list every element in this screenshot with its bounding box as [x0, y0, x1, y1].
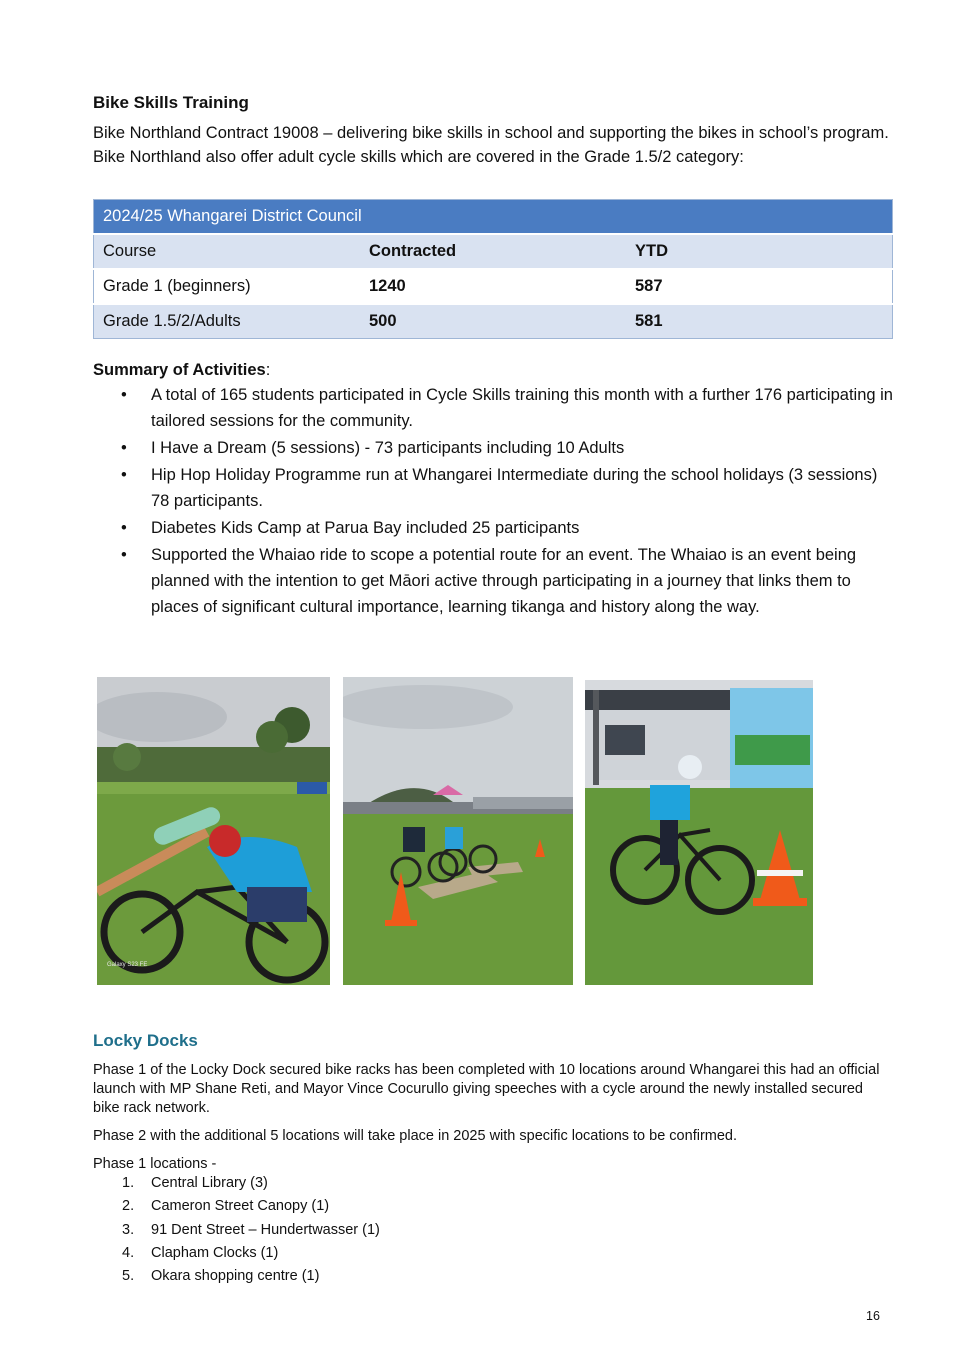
photo-riders-on-ramps	[343, 677, 573, 985]
summary-of-activities	[93, 361, 893, 621]
table-cell-ytd: 587	[626, 269, 893, 304]
table-row	[94, 304, 893, 339]
list-item: • Supported the Whaiao ride to scope a potential route for an event. The Whaiao is an event being planned with the intention to get Māori active through participating in a journey that links them to places of significant cultural importance, learning tikanga and history along the way.	[93, 542, 893, 620]
bullet-icon: •	[121, 519, 127, 537]
list-item: 4. Clapham Clocks (1)	[122, 1244, 279, 1261]
list-item: 1. Central Library (3)	[122, 1175, 268, 1191]
locky-para-phase1: Phase 1 of the Locky Dock secured bike racks has been completed with 10 locations around Whangarei this had an official launch with MP Shane Reti, and Mayor Vince Cocurullo giving speeches with a cycle around the newly installed secured bike rack network.	[93, 1062, 880, 1116]
section-heading-locky-docks: Locky Docks	[93, 1031, 198, 1050]
table-header-row	[94, 234, 893, 269]
list-item: • Diabetes Kids Camp at Parua Bay included 25 participants	[93, 515, 893, 541]
list-item: • I Have a Dream (5 sessions) - 73 participants including 10 Adults	[93, 435, 893, 461]
table-cell-ytd: 581	[626, 304, 893, 339]
list-item: 5. Okara shopping centre (1)	[122, 1268, 320, 1285]
bullet-icon: •	[121, 439, 127, 457]
page-number: 16	[866, 1309, 880, 1323]
photo-child-with-cone	[585, 680, 813, 985]
activities-list	[93, 382, 893, 620]
table-cell-contracted: 500	[360, 304, 626, 339]
list-item: 3. 91 Dent Street – Hundertwasser (1)	[122, 1221, 380, 1238]
table-cell-contracted: 1240	[360, 269, 626, 304]
wdc-contract-table	[93, 199, 893, 339]
locky-para-phase2: Phase 2 with the additional 5 locations will take place in 2025 with specific locations to be confirmed.	[93, 1128, 738, 1144]
bike-skills-intro: Bike Northland Contract 19008 – delivering bike skills in school and supporting the bikes in school’s program. Bike Northland also offer adult cycle skills which are covered in the Grade 1.5/2 category:	[93, 124, 889, 166]
photo-watermark: Galaxy S23 FE	[107, 962, 148, 968]
summary-heading: Summary of Activities:	[93, 361, 271, 379]
bullet-icon: •	[121, 466, 127, 484]
list-item: 2. Cameron Street Canopy (1)	[122, 1198, 330, 1215]
list-item: • Hip Hop Holiday Programme run at Whangarei Intermediate during the school holidays (3 sessions) 78 participants.	[93, 462, 893, 514]
locations-list	[93, 1174, 380, 1290]
column-header-ytd: YTD	[626, 234, 893, 269]
table-row	[94, 269, 893, 304]
photo-child-riding-under-noodle	[97, 677, 330, 985]
photo-strip	[97, 677, 817, 987]
bullet-icon: •	[121, 386, 127, 404]
locations-label: Phase 1 locations -	[93, 1156, 217, 1172]
section-heading-bike-skills: Bike Skills Training	[93, 93, 249, 112]
table-cell-course: Grade 1.5/2/Adults	[94, 304, 361, 339]
bullet-icon: •	[121, 546, 127, 564]
table-cell-course: Grade 1 (beginners)	[94, 269, 361, 304]
list-item: • A total of 165 students participated in Cycle Skills training this month with a further 176 participating in tailored sessions for the community.	[93, 382, 893, 434]
column-header-course: Course	[94, 234, 361, 269]
column-header-contracted: Contracted	[360, 234, 626, 269]
table-title-row	[94, 200, 893, 235]
table-title: 2024/25 Whangarei District Council	[94, 200, 893, 235]
